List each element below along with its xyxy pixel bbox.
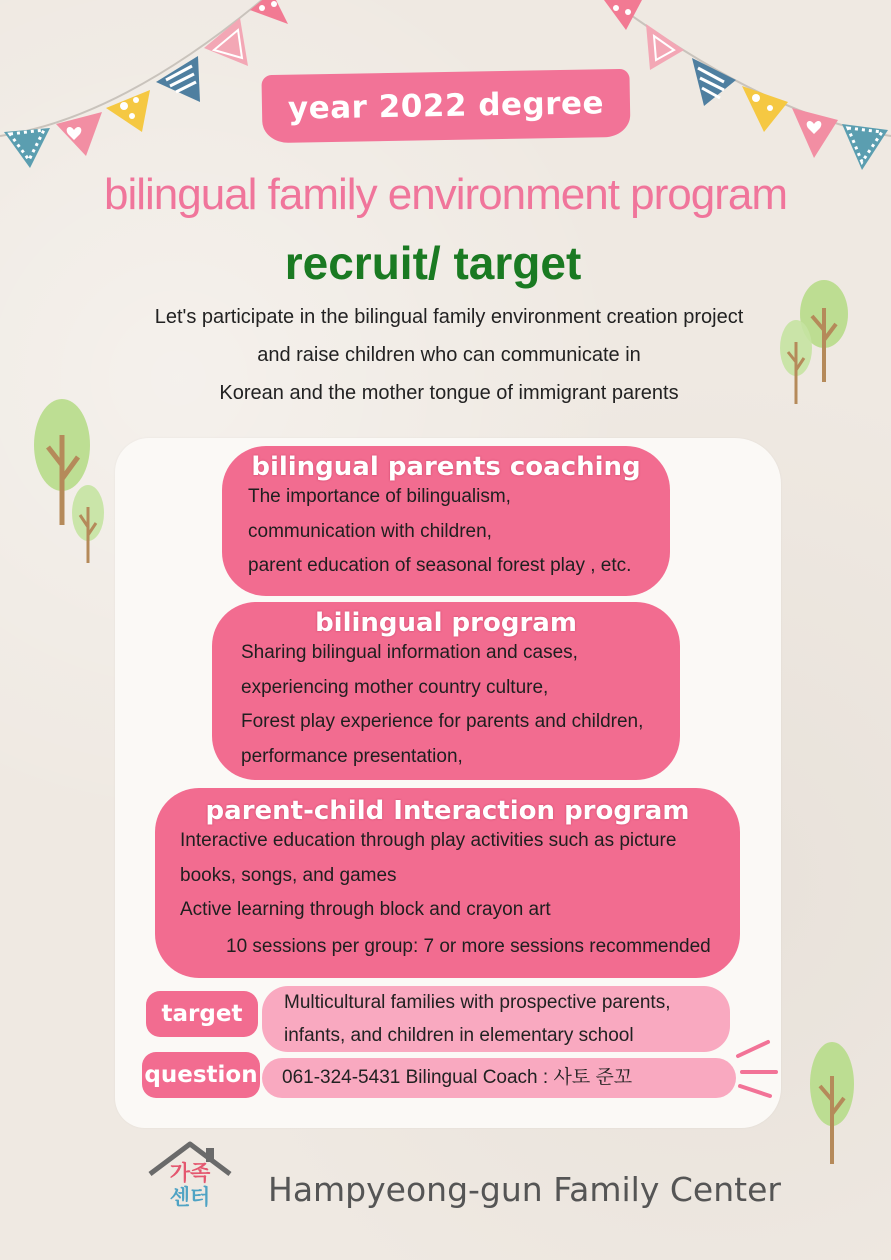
intro-text <box>100 298 798 412</box>
program-line: books, songs, and games <box>180 864 397 886</box>
program-description <box>222 480 670 584</box>
program-heading: bilingual parents coaching <box>251 452 641 482</box>
target-line: Multicultural families with prospective parents, <box>284 992 671 1013</box>
program-line: Sharing bilingual information and cases, <box>241 642 578 663</box>
flag-icon <box>646 24 684 70</box>
sparkle-lines-icon <box>732 1036 782 1100</box>
program-bilingual <box>212 602 680 780</box>
program-description <box>212 636 680 774</box>
program-heading: parent-child Interaction program <box>205 796 690 826</box>
program-line: communication with children, <box>248 520 492 542</box>
program-line: experiencing mother country culture, <box>241 676 549 698</box>
flag-icon <box>250 0 288 24</box>
program-line: Active learning through block and crayon art <box>180 899 551 920</box>
flag-icon <box>106 90 150 132</box>
program-line: Forest play experience for parents and children, <box>241 711 644 732</box>
program-line: performance presentation, <box>241 745 463 767</box>
program-line: parent education of seasonal forest play , etc. <box>248 555 632 576</box>
target-info <box>262 986 730 1052</box>
flag-icon <box>692 58 736 106</box>
program-line: Interactive education through play activities such as picture <box>180 830 677 851</box>
program-line: The importance of bilingualism, <box>248 486 511 507</box>
program-sessions: 10 sessions per group: 7 or more sessions recommended <box>226 935 711 957</box>
intro-line: and raise children who can communicate in <box>257 344 641 366</box>
program-parent-child-interaction <box>155 788 740 978</box>
center-name: Hampyeong-gun Family Center <box>268 1170 781 1209</box>
tree-icon <box>30 395 110 565</box>
program-heading: bilingual program <box>315 608 577 638</box>
flag-icon <box>742 86 788 132</box>
question-contact: 061-324-5431 Bilingual Coach : 사토 준꼬 <box>262 1058 736 1098</box>
flag-icon <box>604 0 642 30</box>
target-label: target <box>146 991 258 1037</box>
flag-icon <box>842 124 888 170</box>
program-description <box>155 824 740 964</box>
question-label: question <box>142 1052 260 1098</box>
intro-line: Let's participate in the bilingual family environment creation project <box>154 306 744 328</box>
intro-line: Korean and the mother tongue of immigrant parents <box>219 382 679 404</box>
year-banner: year 2022 degree <box>261 69 630 143</box>
logo-text-bottom: 센터 <box>169 1185 211 1209</box>
target-line: infants, and children in elementary school <box>284 1025 634 1046</box>
recruit-subtitle: recruit/ target <box>284 237 582 289</box>
program-title: bilingual family environment program <box>104 170 787 219</box>
family-center-logo <box>146 1140 234 1222</box>
logo-text-top: 가족 <box>169 1161 211 1185</box>
program-parents-coaching <box>222 446 670 596</box>
tree-icon <box>808 1040 858 1170</box>
